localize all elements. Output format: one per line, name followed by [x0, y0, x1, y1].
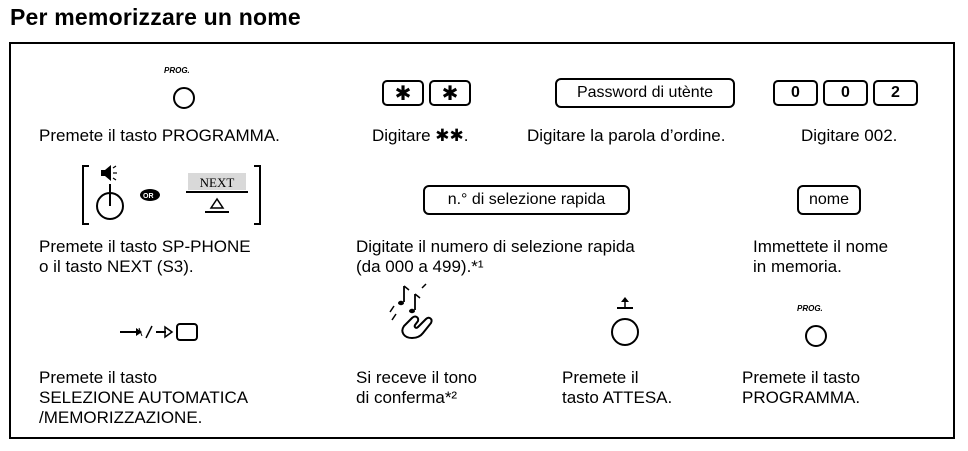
sp-phone-or-next-diagram: [80, 160, 265, 230]
digit-key[interactable]: 0: [823, 80, 868, 106]
step-digits-text: Digitare 002.: [801, 126, 898, 145]
speaker-icon: [101, 165, 117, 181]
page-title: Per memorizzare un nome: [10, 4, 301, 30]
step-name-line2: in memoria.: [753, 257, 842, 276]
step-hold-line2: tasto ATTESA.: [562, 388, 673, 407]
confirmation-tone-icon: [382, 282, 452, 344]
step-password-text: Digitare la parola d’ordine.: [527, 126, 726, 145]
program-button[interactable]: [173, 87, 195, 109]
digit-key[interactable]: 0: [773, 80, 818, 106]
auto-dial-store-button[interactable]: [177, 324, 197, 340]
auto-dial-store-diagram: [118, 320, 200, 344]
store-arrow-icon: [156, 327, 172, 337]
step-name-line1: Immettete il nome: [753, 237, 889, 256]
step-program-end-line2: PROGRAMMA.: [742, 388, 861, 407]
step-auto-dial-line2: SELEZIONE AUTOMATICA: [39, 388, 249, 407]
or-label: OR: [143, 193, 154, 200]
hold-icon: [617, 297, 633, 308]
name-key[interactable]: nome: [797, 185, 861, 215]
step-speed-dial-line2: (da 000 a 499).*¹: [356, 257, 484, 276]
auto-dial-icon: [120, 328, 142, 336]
speed-dial-number-key[interactable]: n.° di selezione rapida: [423, 185, 630, 215]
step-tone-line2: di conferma*²: [356, 388, 458, 407]
prog-label: PROG.: [164, 66, 190, 75]
password-key[interactable]: Password di utènte: [555, 78, 735, 108]
prog-label: PROG.: [797, 304, 823, 313]
program-button[interactable]: [805, 325, 827, 347]
step-program-end-line1: Premete il tasto: [742, 368, 861, 387]
next-label: NEXT: [199, 175, 235, 190]
step-auto-dial-line1: Premete il tasto: [39, 368, 158, 387]
digit-key[interactable]: 2: [873, 80, 918, 106]
step-auto-dial-line3: /MEMORIZZAZIONE.: [39, 408, 203, 427]
step-speed-dial-line1: Digitate il numero di selezione rapida: [356, 237, 635, 256]
star-key[interactable]: ✱: [429, 80, 471, 106]
star-key[interactable]: ✱: [382, 80, 424, 106]
step-tone-line1: Si receve il tono: [356, 368, 477, 387]
step-star-text: Digitare ✱✱.: [372, 126, 469, 145]
step-hold-line1: Premete il: [562, 368, 639, 387]
hold-button-diagram: [608, 295, 642, 351]
step-sp-phone-line1: Premete il tasto SP-PHONE: [39, 237, 251, 256]
hold-button[interactable]: [612, 319, 638, 345]
step-program-text: Premete il tasto PROGRAMMA.: [39, 126, 280, 145]
step-sp-phone-line2: o il tasto NEXT (S3).: [39, 257, 194, 276]
